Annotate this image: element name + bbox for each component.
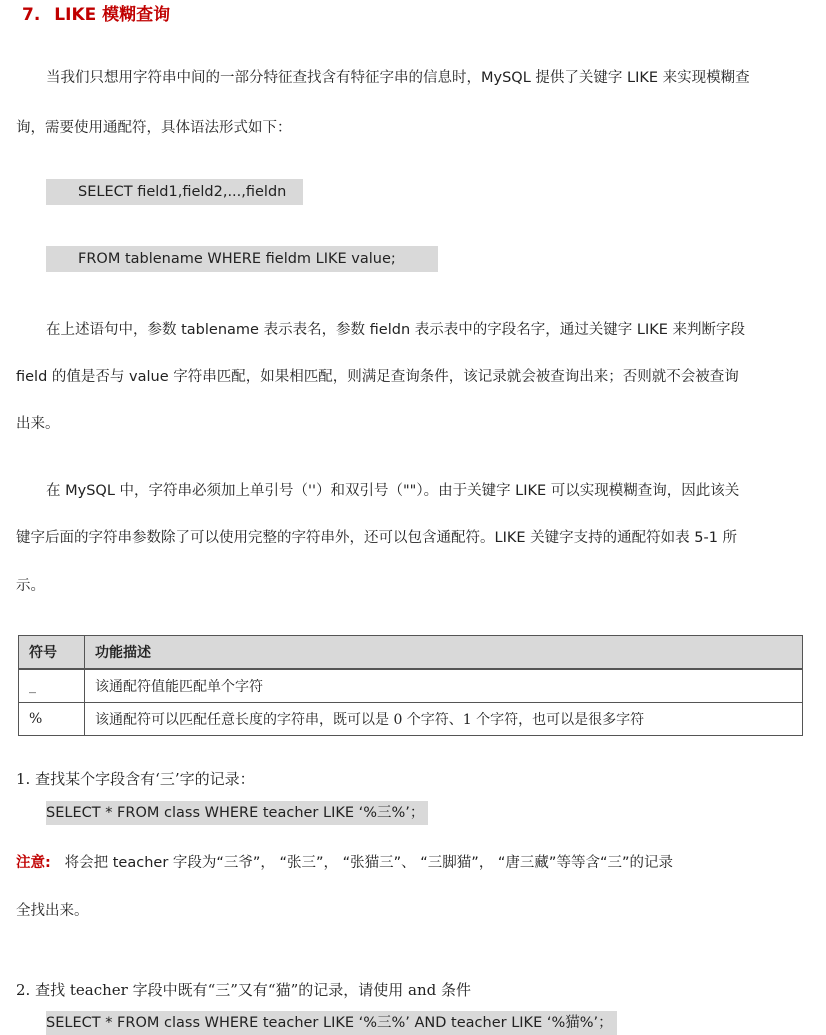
note-line-1 xyxy=(16,851,806,872)
example1-code: SELECT * FROM class WHERE teacher LIKE ‘%三%’； xyxy=(46,801,428,825)
symbol-cell: _ xyxy=(19,669,85,703)
section-title: LIKE 模糊查询 xyxy=(54,5,171,25)
table-row xyxy=(19,703,803,736)
example2-title: 2. 查找 teacher 字段中既有“三”又有“猫”的记录，请使用 and 条件 xyxy=(16,981,471,999)
section-number: 7. xyxy=(22,5,41,25)
header-description: 功能描述 xyxy=(85,636,803,670)
intro-line-2: 询，需要使用通配符，具体语法形式如下： xyxy=(16,120,292,136)
explain-line-3: 出来。 xyxy=(16,416,60,432)
table-header-row xyxy=(19,636,803,670)
quotes-line-1: 在 MySQL 中，字符串必须加上单引号（''）和双引号（""）。由于关键字 LIKE 可以实现模糊查询，因此该关 xyxy=(46,483,740,499)
table-row xyxy=(19,669,803,703)
note-label: 注意: xyxy=(16,855,51,871)
note-text: 将会把 teacher 字段为“三爷”， “张三”， “张猫三”、 “三脚猫”， “唐三藏”等等含“三”的记录 xyxy=(64,855,673,871)
symbol-cell: % xyxy=(19,703,85,736)
example2-code: SELECT * FROM class WHERE teacher LIKE ‘%三%’ AND teacher LIKE ‘%猫%’； xyxy=(46,1011,617,1035)
section-heading xyxy=(22,0,170,25)
wildcard-table xyxy=(18,635,803,736)
quotes-line-3: 示。 xyxy=(16,578,45,594)
explain-line-2: field 的值是否与 value 字符串匹配，如果相匹配，则满足查询条件，该记录就会被查询出来；否则就不会被查询 xyxy=(16,369,739,385)
syntax-code-line-1: SELECT field1,field2,...,fieldn xyxy=(46,179,303,205)
description-cell: 该通配符可以匹配任意长度的字符串，既可以是 0 个字符、1 个字符，也可以是很多字符 xyxy=(85,703,803,736)
quotes-line-2: 键字后面的字符串参数除了可以使用完整的字符串外，还可以包含通配符。LIKE 关键字支持的通配符如表 5-1 所 xyxy=(16,530,738,546)
note-line-2: 全找出来。 xyxy=(16,903,89,919)
explain-line-1: 在上述语句中，参数 tablename 表示表名，参数 fieldn 表示表中的字段名字，通过关键字 LIKE 来判断字段 xyxy=(46,322,745,338)
syntax-code-line-2: FROM tablename WHERE fieldm LIKE value; xyxy=(46,246,438,272)
header-symbol: 符号 xyxy=(19,636,85,670)
intro-line-1: 当我们只想用字符串中间的一部分特征查找含有特征字串的信息时，MySQL 提供了关键字 LIKE 来实现模糊查 xyxy=(46,70,750,86)
example1-title: 1. 查找某个字段含有‘三’字的记录： xyxy=(16,770,255,788)
description-cell: 该通配符值能匹配单个字符 xyxy=(85,669,803,703)
